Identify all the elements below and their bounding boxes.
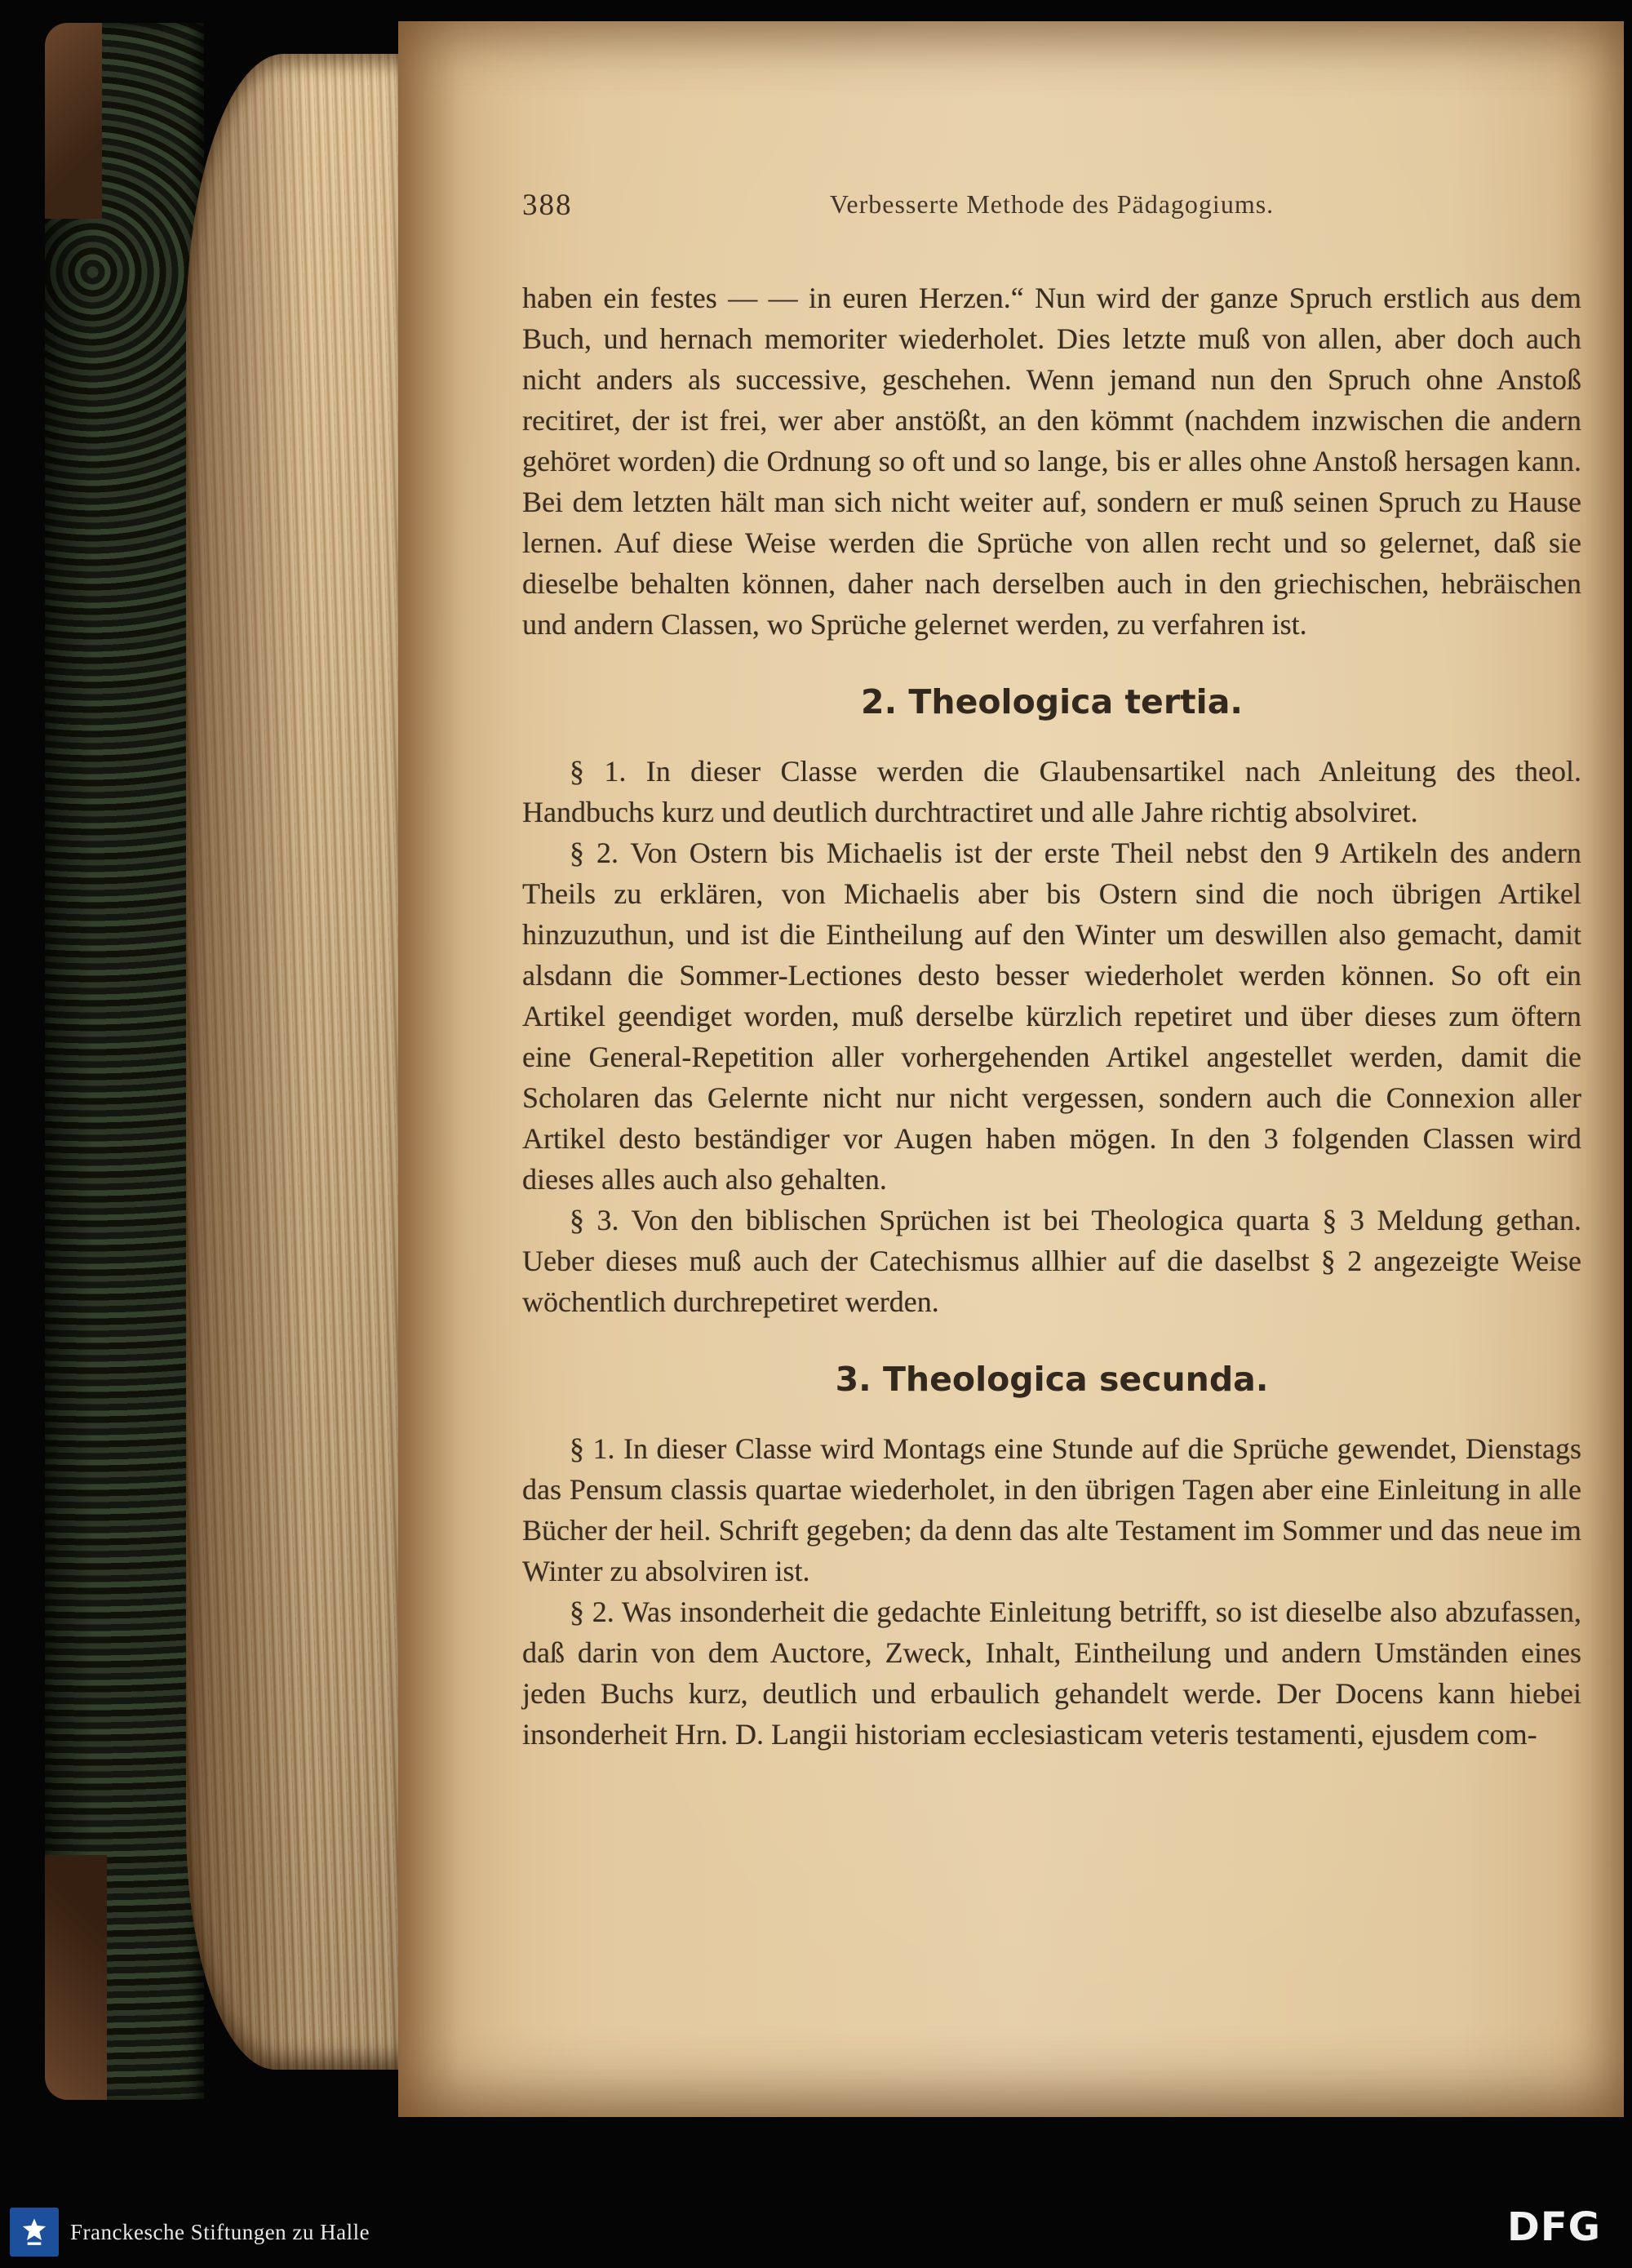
paragraph: § 2. Von Ostern bis Michaelis ist der erste Theil nebst den 9 Artikeln des andern Theils zu erklären, von Michaelis aber bis Ostern sind die noch übrigen Artikel hinzuzuthun, und ist die Eintheilung auf den Winter um deswillen also gemacht, damit alsdann die Sommer-Lectiones desto besser wiederholet werden können. So oft ein Artikel geendiget worden, muß derselbe kürzlich repetiret und über dieses zum öftern eine General-Repetition aller vorhergehenden Artikel angestellet werden, damit die Scholaren das Gelernte nicht nur nicht vergessen, sondern auch die Connexion aller Artikel desto beständiger vor Augen haben mögen. In den 3 folgenden Classen wird dieses alles auch also gehalten. [522, 837, 1581, 1196]
dfg-logo: DFG [1506, 2204, 1601, 2250]
paragraph: § 2. Was insonderheit die gedachte Einleitung betrifft, so ist dieselbe also abzufassen, daß darin von dem Auctore, Zweck, Inhalt, Eintheilung und andern Umständen eines jeden Buchs kurz, deutlich und erbaulich gehandelt werde. Der Docens kann hiebei insonderheit Hrn. D. Langii historiam ecclesiasticam veteris testamenti, ejusdem com- [522, 1596, 1581, 1751]
paragraph: § 1. In dieser Classe werden die Glaubensartikel nach Anleitung des theol. Handbuchs kurz und deutlich durchtractiret und alle Jahre richtig absolviret. [522, 755, 1581, 828]
section-heading: 3. Theologica secunda. [835, 1360, 1269, 1399]
book-spine [45, 23, 204, 2100]
page-number: 388 [522, 189, 573, 222]
paragraph: § 1. In dieser Classe wird Montags eine Stunde auf die Sprüche gewendet, Dienstags das Pensum classis quartae wiederholet, in den übrigen Tagen aber eine Einleitung in alle Bücher der heil. Schrift gegeben; da denn das alte Testament im Sommer und das neue im Winter zu absolviren ist. [522, 1432, 1581, 1587]
running-header-title: Verbesserte Methode des Pädagogiums. [829, 189, 1275, 219]
running-head [522, 188, 1581, 225]
page-edges [186, 54, 408, 2070]
book-page [398, 21, 1624, 2117]
section-heading: 2. Theologica tertia. [861, 682, 1243, 721]
library-emblem-icon [10, 2208, 59, 2257]
library-logo-label: Franckesche Stiftungen zu Halle [70, 2219, 370, 2244]
paragraph: haben ein festes — — in euren Herzen.“ Nun wird der ganze Spruch erstlich aus dem Buch, und hernach memoriter wiederholet. Dies letzte muß von allen, aber doch auch nicht anders als successive, geschehen. Wenn jemand nun den Spruch ohne Anstoß recitiret, der ist frei, wer aber anstößt, an den kömmt (nachdem inzwischen die andern gehöret worden) die Ordnung so oft und so lange, bis er alles ohne Anstoß hersagen kann. Bei dem letzten hält man sich nicht weiter auf, sondern er muß seinen Spruch zu Hause lernen. Auf diese Weise werden die Sprüche von allen recht und so gelernet, daß sie dieselbe behalten können, daher nach derselben auch in den griechischen, hebräischen und andern Classen, wo Sprüche gelernet werden, zu verfahren ist. [522, 282, 1581, 641]
library-logo [10, 2208, 370, 2257]
text-block [522, 188, 1581, 1755]
paragraph: § 3. Von den biblischen Sprüchen ist bei Theologica quarta § 3 Meldung gethan. Ueber dieses muß auch der Catechismus allhier auf die daselbst § 2 angezeigte Weise wöchentlich durchrepetiret werden. [522, 1204, 1581, 1318]
